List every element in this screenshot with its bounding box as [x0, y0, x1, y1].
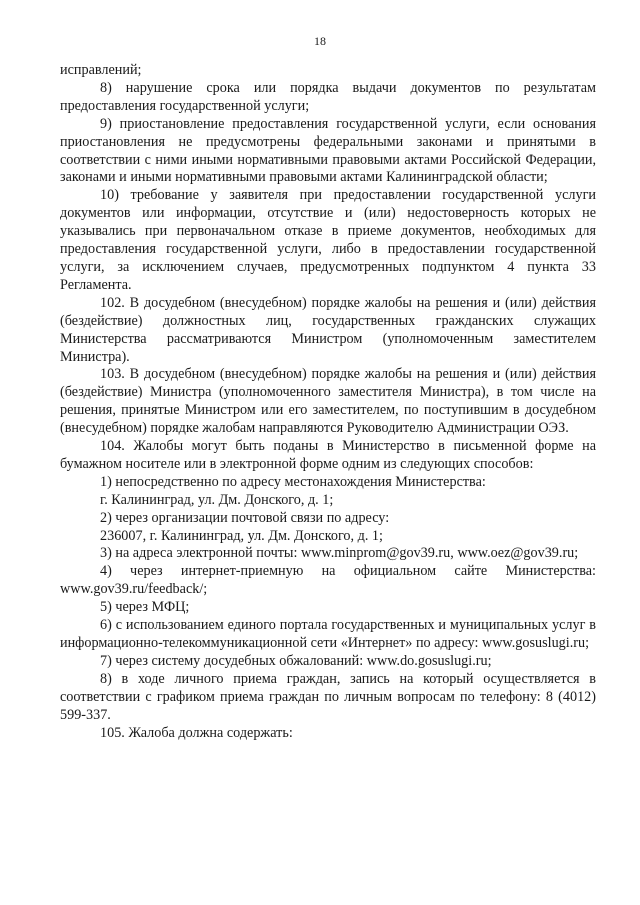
- paragraph-3: 10) требование у заявителя при предоставлении государственной услуги документов или информации, отсутствие и (или) недостоверность которых не указывались при первоначальном отказе в приеме документов, необходимых для предоставления государственной услуги, либо в предоставлении государственной услуги, за исключением случаев, предусмотренных подпунктом 4 пункта 33 Регламента.: [60, 187, 596, 293]
- paragraph-2: 9) приостановление предоставления государственной услуги, если основания приостановления не предусмотрены федеральными законами и принятыми в соответствии с ними иными нормативными правовыми актами Российской Федерации, законами и иными нормативными правовыми актами Калининградской области;: [60, 115, 596, 186]
- paragraph-10: 236007, г. Калининград, ул. Дм. Донского, д. 1;: [100, 527, 383, 544]
- paragraph-11: 3) на адреса электронной почты: www.minprom@gov39.ru, www.oez@gov39.ru;: [100, 545, 579, 562]
- paragraph-16: 8) в ходе личного приема граждан, запись на который осуществляется в соответствии с графиком приема граждан по личным вопросам по телефону: 8 (4012) 599-337.: [60, 670, 596, 723]
- paragraph-6: 104. Жалобы могут быть поданы в Министерство в письменной форме на бумажном носителе или в электронной форме одним из следующих способов:: [60, 438, 596, 472]
- paragraph-14: 6) с использованием единого портала государственных и муниципальных услуг в информационно-телекоммуникационной сети «Интернет» по адресу: www.gosuslugi.ru;: [60, 617, 596, 651]
- paragraph-17: 105. Жалоба должна содержать:: [100, 724, 293, 741]
- paragraph-4: 102. В досудебном (внесудебном) порядке жалобы на решения и (или) действия (бездействие) должностных лиц, государственных гражданских служащих Министерства рассматриваются Министром (уполномоченным заместителем Министра).: [60, 294, 596, 365]
- paragraph-15: 7) через систему досудебных обжалований: www.do.gosuslugi.ru;: [100, 652, 492, 669]
- paragraph-1: 8) нарушение срока или порядка выдачи документов по результатам предоставления государственной услуги;: [60, 79, 596, 114]
- paragraph-9: 2) через организации почтовой связи по адресу:: [100, 509, 390, 526]
- paragraph-8: г. Калининград, ул. Дм. Донского, д. 1;: [100, 491, 334, 508]
- page-number: 18: [314, 34, 326, 48]
- paragraph-0: исправлений;: [60, 62, 142, 78]
- paragraph-12: 4) через интернет-приемную на официальном сайте Министерства: www.gov39.ru/feedback/;: [60, 563, 596, 598]
- paragraph-5: 103. В досудебном (внесудебном) порядке жалобы на решения и (или) действия (бездействие) Министра (уполномоченного заместителя Министра), в том числе на решения, принятые Министром или его заместителем, по поступившим в досудебном (внесудебном) порядке жалобам направляются Руководителю Администрации ОЭЗ.: [60, 366, 596, 437]
- paragraph-13: 5) через МФЦ;: [100, 599, 190, 616]
- document-body: [60, 62, 596, 742]
- paragraph-7: 1) непосредственно по адресу местонахождения Министерства:: [100, 473, 486, 490]
